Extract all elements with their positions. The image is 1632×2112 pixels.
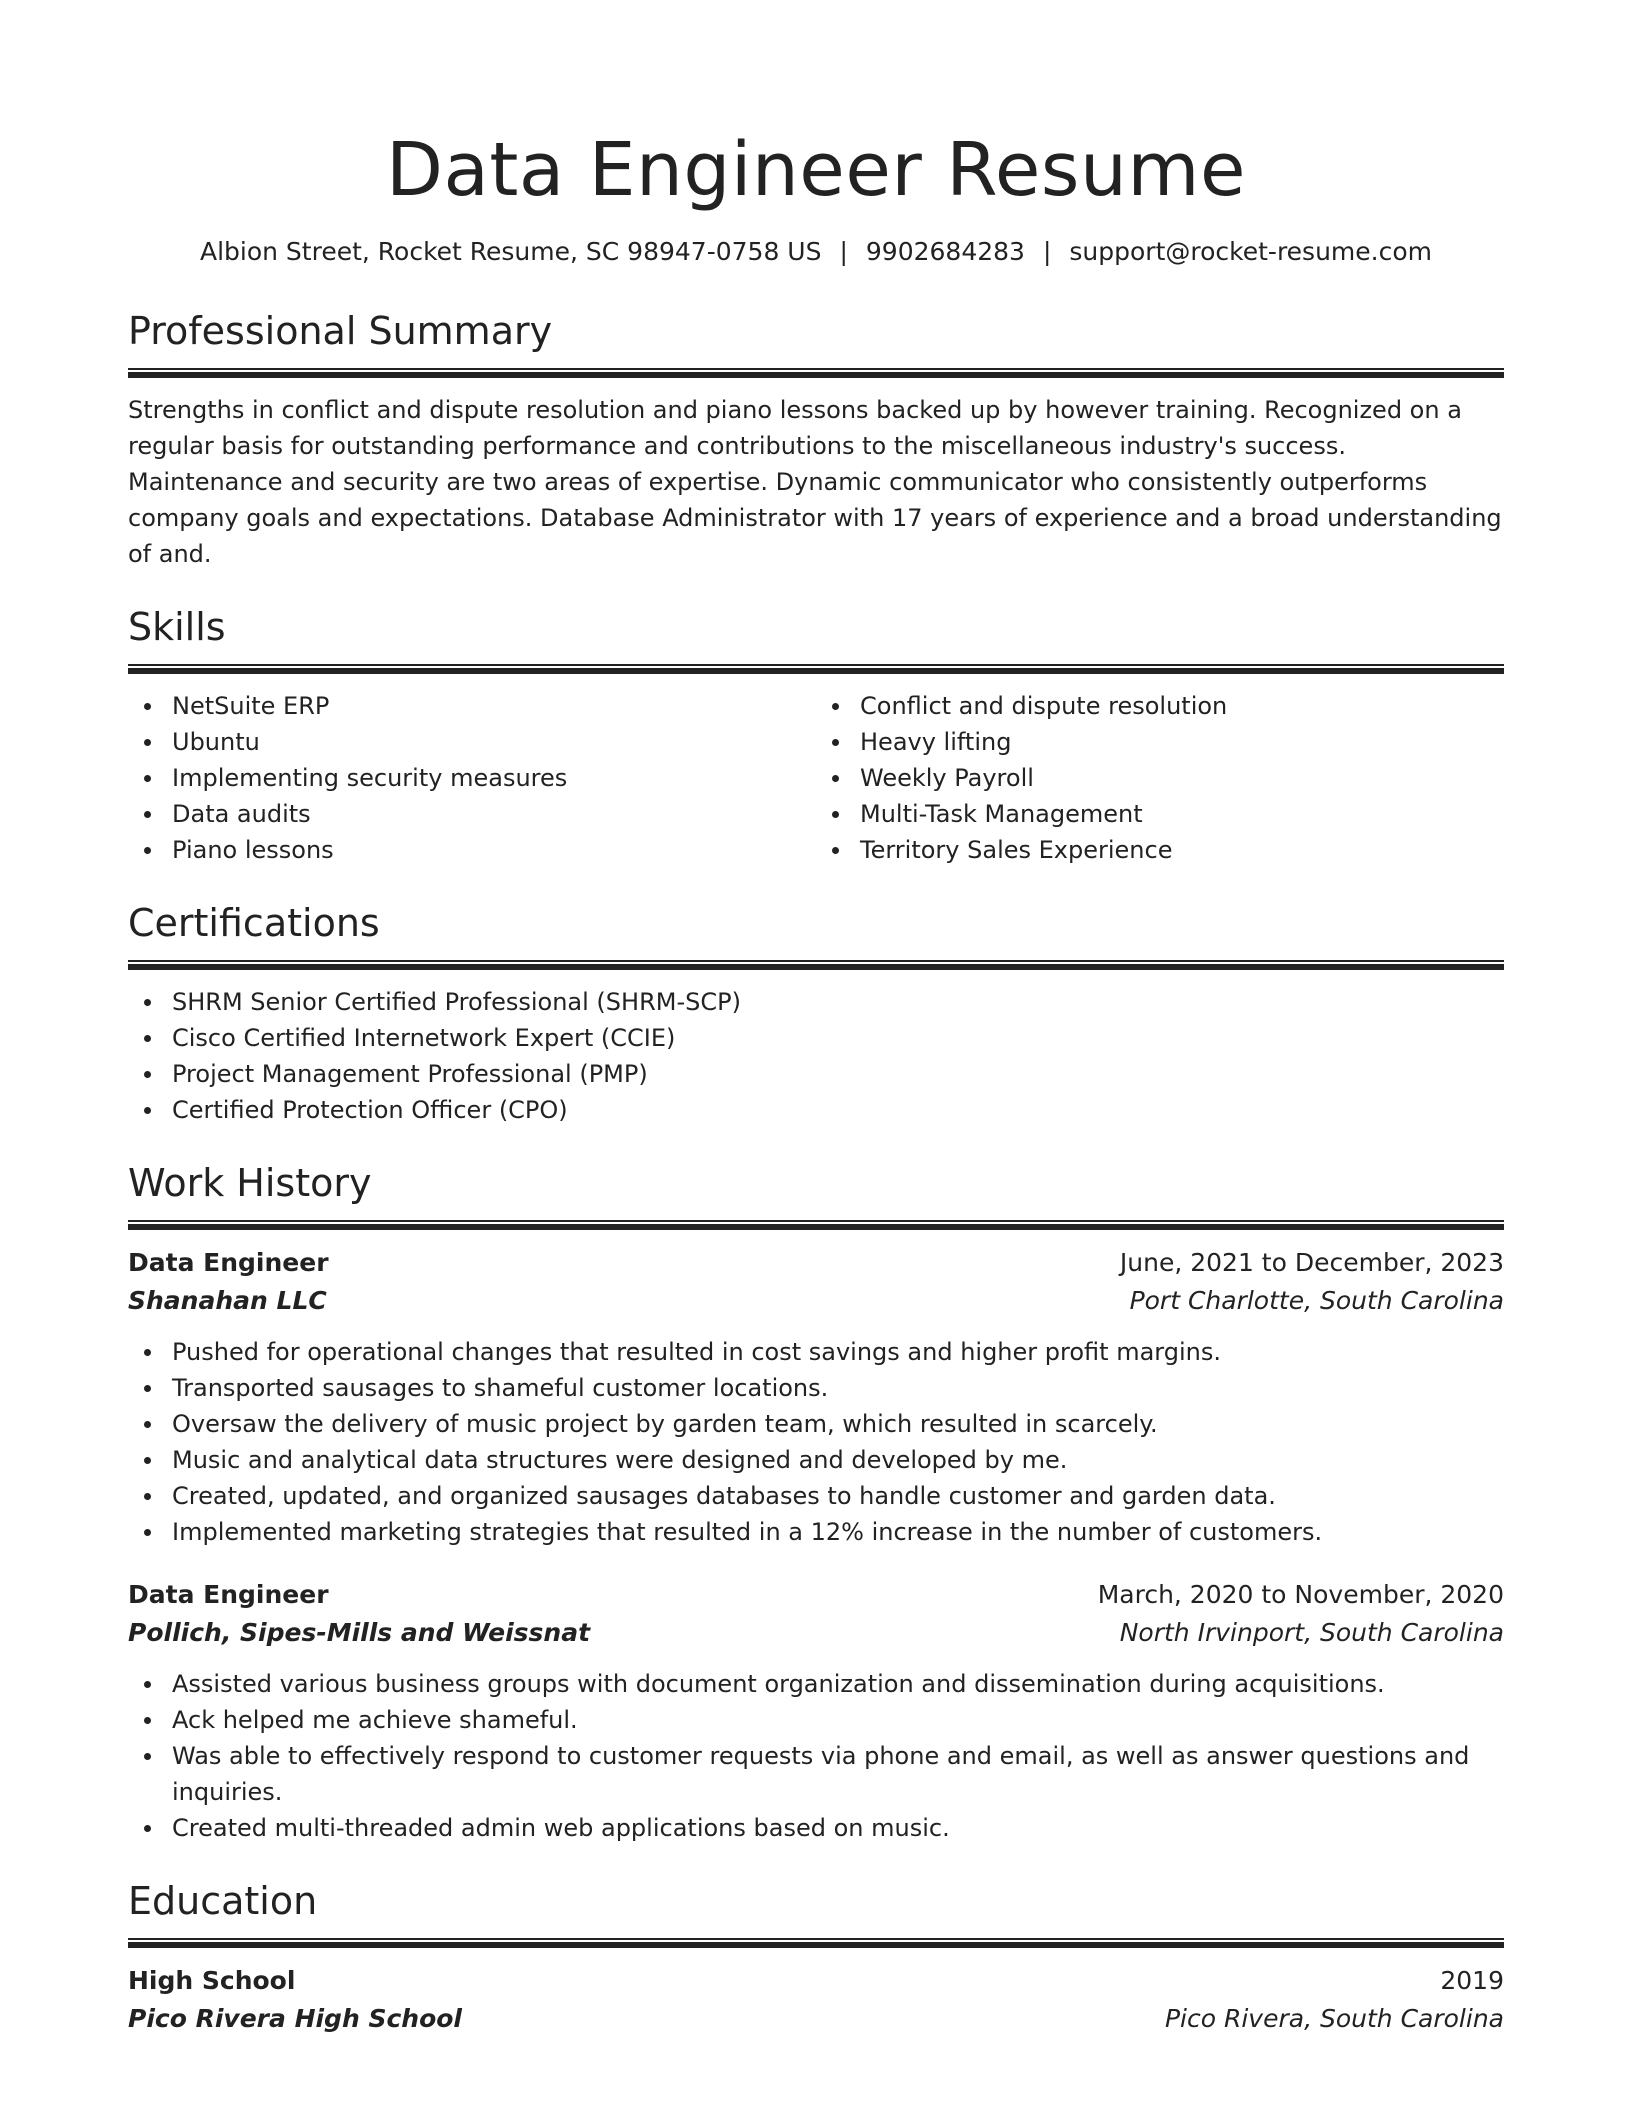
summary-heading: Professional Summary [128, 309, 553, 353]
skill-item: Ubuntu [128, 724, 816, 760]
job-company: Pollich, Sipes-Mills and Weissnat [128, 1618, 591, 1647]
skills-grid [128, 688, 1504, 868]
job-bullet: Created, updated, and organized sausages databases to handle customer and garden data. [128, 1478, 1504, 1514]
certification-item: Project Management Professional (PMP) [128, 1056, 1504, 1092]
section-divider [128, 664, 1504, 674]
summary-text: Strengths in conflict and dispute resolution and piano lessons backed up by however training. Recognized on a regular basis for outstanding performance and contributions to the miscellaneous industry's success. Maintenance and security are two areas of expertise. Dynamic communicator who consistently outperforms company goals and expectations. Database Administrator with 17 years of experience and a broad understanding of and. [128, 396, 1502, 568]
job-bullet: Oversaw the delivery of music project by garden team, which resulted in scarcely. [128, 1406, 1504, 1442]
section-divider [128, 960, 1504, 970]
skills-section [128, 602, 1504, 868]
certification-item: Certified Protection Officer (CPO) [128, 1092, 1504, 1128]
skills-heading: Skills [128, 605, 226, 649]
education-year: 2019 [1440, 1966, 1504, 1995]
skill-item: Piano lessons [128, 832, 816, 868]
job-dates: June, 2021 to December, 2023 [1119, 1248, 1504, 1277]
skill-item: Multi-Task Management [816, 796, 1504, 832]
job-dates: March, 2020 to November, 2020 [1097, 1580, 1504, 1609]
job-bullet: Transported sausages to shameful customer locations. [128, 1370, 1504, 1406]
contact-line [128, 234, 1504, 270]
skills-list-right [816, 688, 1504, 868]
certification-item: Cisco Certified Internetwork Expert (CCIE) [128, 1020, 1504, 1056]
resume-page [128, 120, 1504, 2038]
job-entry [128, 1576, 1504, 1846]
job-entry [128, 1244, 1504, 1550]
contact-email: support@rocket-resume.com [1069, 237, 1433, 266]
job-bullets [128, 1666, 1504, 1846]
job-bullet: Assisted various business groups with document organization and dissemination during acquisitions. [128, 1666, 1504, 1702]
education-heading: Education [128, 1879, 318, 1923]
education-location: Pico Rivera, South Carolina [1164, 2004, 1504, 2033]
job-bullet: Was able to effectively respond to customer requests via phone and email, as well as answer questions and inquiries. [128, 1738, 1504, 1810]
certifications-heading: Certifications [128, 901, 380, 945]
work-section [128, 1158, 1504, 1846]
education-school: Pico Rivera High School [128, 2004, 462, 2033]
certification-item: SHRM Senior Certified Professional (SHRM-SCP) [128, 984, 1504, 1020]
certifications-list [128, 984, 1504, 1128]
job-location: North Irvinport, South Carolina [1119, 1618, 1504, 1647]
contact-separator: | [1042, 237, 1052, 266]
job-bullets [128, 1334, 1504, 1550]
job-bullet: Music and analytical data structures were designed and developed by me. [128, 1442, 1504, 1478]
skill-item: Implementing security measures [128, 760, 816, 796]
skill-item: NetSuite ERP [128, 688, 816, 724]
education-section [128, 1876, 1504, 2038]
skills-list-left [128, 688, 816, 868]
job-bullet: Pushed for operational changes that resulted in cost savings and higher profit margins. [128, 1334, 1504, 1370]
education-degree: High School [128, 1966, 296, 1995]
section-divider [128, 1938, 1504, 1948]
job-location: Port Charlotte, South Carolina [1129, 1286, 1504, 1315]
certifications-section [128, 898, 1504, 1128]
resume-title: Data Engineer Resume [386, 127, 1246, 213]
contact-separator: | [839, 237, 848, 266]
job-bullet: Ack helped me achieve shameful. [128, 1702, 1504, 1738]
job-bullet: Implemented marketing strategies that resulted in a 12% increase in the number of customers. [128, 1514, 1504, 1550]
contact-address: Albion Street, Rocket Resume, SC 98947-0758 US [199, 237, 822, 266]
job-bullet: Created multi-threaded admin web applications based on music. [128, 1810, 1504, 1846]
section-divider [128, 368, 1504, 378]
job-title: Data Engineer [128, 1248, 329, 1277]
work-heading: Work History [128, 1161, 372, 1205]
skill-item: Conflict and dispute resolution [816, 688, 1504, 724]
skill-item: Data audits [128, 796, 816, 832]
contact-phone: 9902684283 [865, 237, 1025, 266]
job-title: Data Engineer [128, 1580, 329, 1609]
skill-item: Heavy lifting [816, 724, 1504, 760]
education-entry [128, 1962, 1504, 2038]
section-divider [128, 1220, 1504, 1230]
summary-section [128, 306, 1504, 572]
skill-item: Territory Sales Experience [816, 832, 1504, 868]
skill-item: Weekly Payroll [816, 760, 1504, 796]
job-company: Shanahan LLC [128, 1286, 327, 1315]
